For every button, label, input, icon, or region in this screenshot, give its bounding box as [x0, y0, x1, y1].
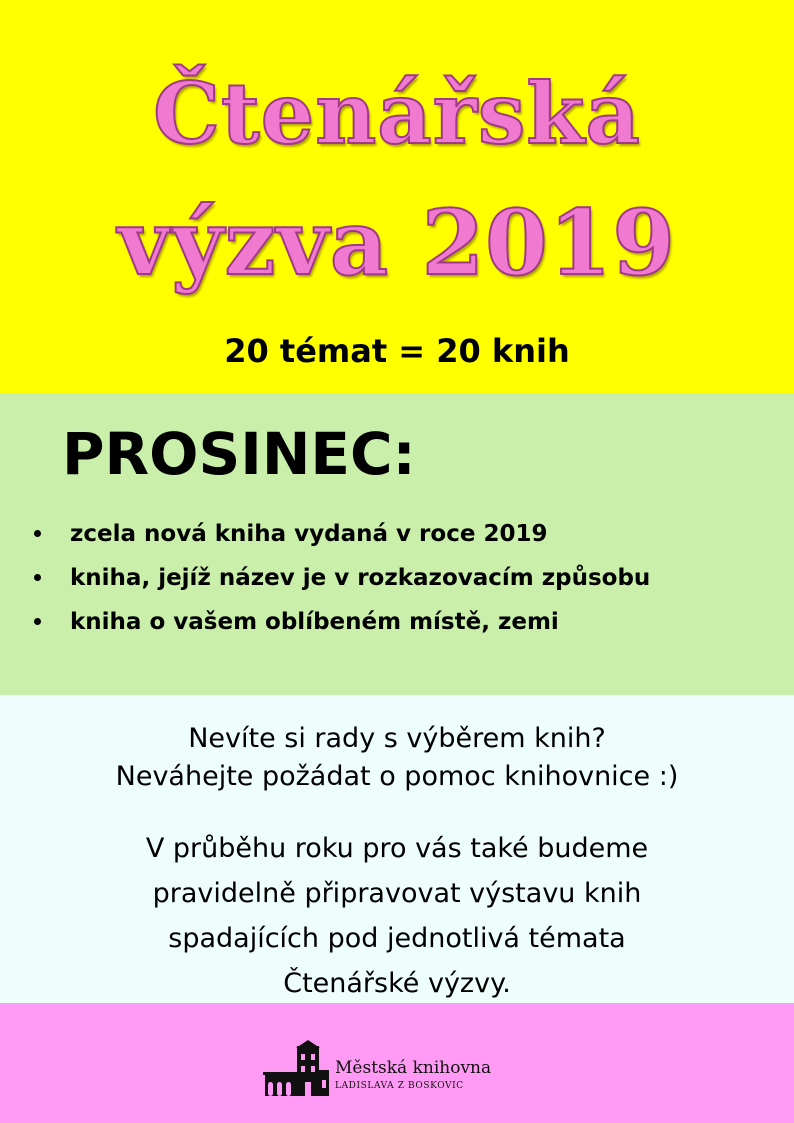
note-line: spadajících pod jednotlivá témata — [168, 923, 626, 954]
exhibition-note — [40, 826, 754, 1006]
library-logo — [263, 1040, 533, 1098]
topic-list — [34, 512, 650, 644]
topic-text: zcela nová kniha vydaná v roce 2019 — [70, 521, 548, 547]
subtitle: 20 témat = 20 knih — [224, 332, 570, 370]
bullet-icon — [34, 618, 41, 625]
library-building-icon — [263, 1040, 329, 1098]
note-line: V průběhu roku pro vás také budeme — [145, 833, 649, 864]
title-line-2: výzva 2019 — [117, 190, 677, 296]
note-line: pravidelně připravovat výstavu knih — [152, 878, 642, 909]
topic-text: kniha, jejíž název je v rozkazovacím způsobu — [70, 565, 651, 591]
help-question — [40, 720, 754, 796]
help-line: Nevíte si rady s výběrem knih? — [188, 723, 606, 754]
library-subtitle: LADISLAVA Z BOSKOVIC — [335, 1081, 464, 1091]
help-line: Neváhejte požádat o pomoc knihovnice :) — [115, 761, 679, 792]
list-item — [34, 600, 650, 644]
list-item — [34, 512, 650, 556]
topic-text: kniha o vašem oblíbeném místě, zemi — [70, 609, 559, 635]
library-name: Městská knihovna — [335, 1058, 492, 1078]
bullet-icon — [34, 530, 41, 537]
title-line-1: Čtenářská — [153, 64, 641, 163]
bullet-icon — [34, 574, 41, 581]
note-line: Čtenářské výzvy. — [283, 968, 511, 999]
list-item — [34, 556, 650, 600]
month-heading: PROSINEC: — [62, 420, 416, 488]
